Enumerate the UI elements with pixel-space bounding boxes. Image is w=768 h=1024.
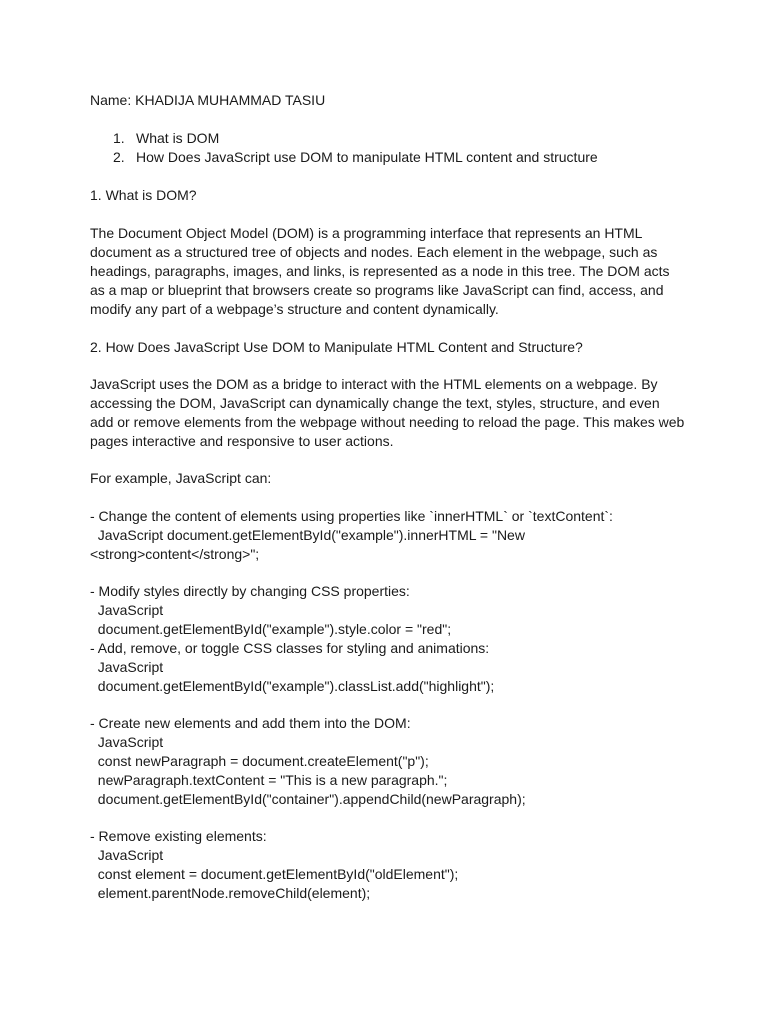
code-line: document.getElementById("example").style.color = "red";: [90, 621, 452, 637]
example-line: - Add, remove, or toggle CSS classes for styling and animations:: [90, 640, 490, 656]
example-line: - Create new elements and add them into the DOM:: [90, 715, 411, 731]
code-line: document.getElementById("container").appendChild(newParagraph);: [90, 791, 526, 807]
list-number: 1.: [113, 130, 125, 146]
name-line: Name: KHADIJA MUHAMMAD TASIU: [90, 92, 326, 108]
code-line: const newParagraph = document.createElement("p");: [90, 753, 429, 769]
code-line: JavaScript: [90, 602, 164, 618]
paragraph-line: add or remove elements from the webpage without needing to reload the page. This makes web: [90, 414, 685, 430]
paragraph-line: headings, paragraphs, images, and links, is represented as a node in this tree. The DOM acts: [90, 263, 670, 279]
paragraph-line: pages interactive and responsive to user actions.: [90, 433, 394, 449]
paragraph-line: modify any part of a webpage’s structure and content dynamically.: [90, 301, 499, 317]
paragraph-line: as a map or blueprint that browsers create so programs like JavaScript can find, access, and: [90, 282, 664, 298]
code-line: <strong>content</strong>";: [90, 546, 260, 562]
list-text: What is DOM: [136, 130, 220, 146]
heading-how-js-uses-dom: 2. How Does JavaScript Use DOM to Manipulate HTML Content and Structure?: [90, 339, 583, 355]
example-line: - Remove existing elements:: [90, 828, 267, 844]
paragraph-line: The Document Object Model (DOM) is a programming interface that represents an HTML: [90, 225, 643, 241]
code-line: JavaScript document.getElementById("example").innerHTML = "New: [90, 527, 525, 543]
paragraph-line: document as a structured tree of objects and nodes. Each element in the webpage, such as: [90, 244, 658, 260]
example-line: - Modify styles directly by changing CSS properties:: [90, 583, 410, 599]
code-line: const element = document.getElementById("oldElement");: [90, 866, 459, 882]
list-text: How Does JavaScript use DOM to manipulate HTML content and structure: [136, 149, 598, 165]
code-line: JavaScript: [90, 734, 164, 750]
paragraph-line: JavaScript uses the DOM as a bridge to interact with the HTML elements on a webpage. By: [90, 376, 658, 392]
example-line: - Change the content of elements using properties like `innerHTML` or `textContent`:: [90, 508, 613, 524]
paragraph-line: accessing the DOM, JavaScript can dynamically change the text, styles, structure, and even: [90, 395, 660, 411]
code-line: document.getElementById("example").classList.add("highlight");: [90, 678, 495, 694]
code-line: JavaScript: [90, 847, 164, 863]
heading-what-is-dom: 1. What is DOM?: [90, 187, 197, 203]
code-line: element.parentNode.removeChild(element);: [90, 885, 371, 901]
example-intro: For example, JavaScript can:: [90, 470, 272, 486]
code-line: JavaScript: [90, 659, 164, 675]
list-number: 2.: [113, 149, 125, 165]
code-line: newParagraph.textContent = "This is a new paragraph.";: [90, 772, 448, 788]
